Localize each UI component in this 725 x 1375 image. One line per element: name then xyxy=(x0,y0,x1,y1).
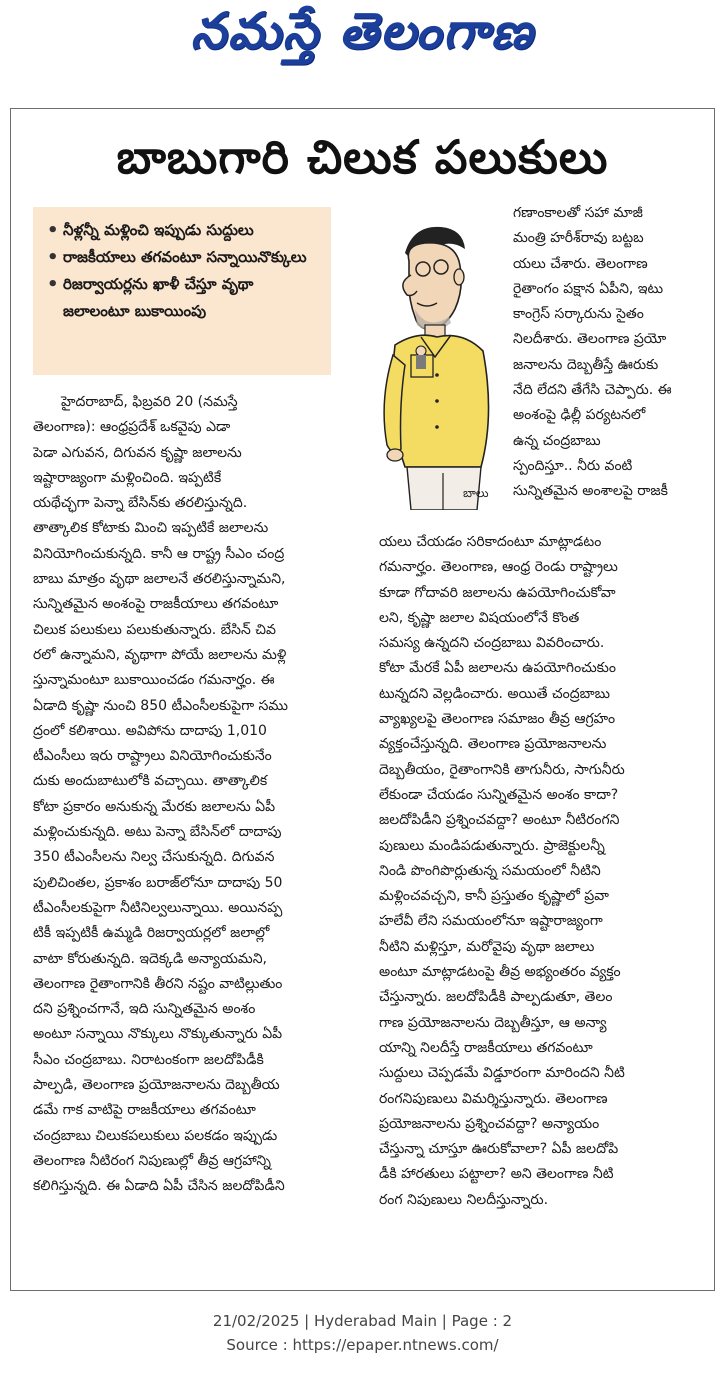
article-line: పుణులు మండిపడుతున్నారు. ప్రాజెక్టులన్నీ xyxy=(379,837,605,854)
article-line: తెలంగాణ నీటిరంగ నిపుణుల్లో తీవ్ర ఆగ్రహాన్ని xyxy=(33,1152,272,1169)
article-line: హైదరాబాద్, ఫిబ్రవరి 20 (నమస్తే xyxy=(61,394,238,410)
article-line: కలిగిస్తున్నది. ఈ ఏడాది ఏపీ చేసిన జలదోపిడీని xyxy=(33,1178,285,1195)
article-line: టికీ ఇప్పటికీ ఉమ్మడి రిజర్వాయర్లలో జలాల్లో xyxy=(33,925,270,942)
article-line: డీకి హారతులు పట్టాలా? అని తెలంగాణ నీటి xyxy=(379,1166,614,1183)
article-line: చిలుక పలుకులు పలుకుతున్నారు. బేసిన్ చివ xyxy=(33,621,276,638)
article-line: ప్రయోజనాలను ప్రశ్నించవద్దా? అన్యాయం xyxy=(379,1115,600,1132)
article-line: గమనార్హం. తెలంగాణ, ఆంధ్ర రెండు రాష్ట్రాలు xyxy=(379,559,618,576)
article-line: యలు చేశారు. తెలంగాణ xyxy=(513,255,648,272)
article-column-right-top xyxy=(513,201,705,505)
masthead-title: నమస్తే తెలంగాణ xyxy=(190,2,535,60)
article-line: మళ్లించుకున్నది. అటు పెన్నా బేసిన్‌లో దాదాపు xyxy=(33,824,282,841)
article-line: నిండి పొంగిపొర్లుతున్న సమయంలో నీటిని xyxy=(379,862,601,879)
article-column-left xyxy=(33,390,363,1200)
article-clipping xyxy=(10,108,715,1291)
article-line: లని, కృష్ణా జలాల విషయంలోనే కొంత xyxy=(379,609,580,626)
article-line: పాల్పడి, తెలంగాణ ప్రయోజనాలను దెబ్బతీయ xyxy=(33,1077,280,1094)
article-line: అంటూ మాట్లాడటంపై తీవ్ర అభ్యంతరం వ్యక్తం xyxy=(379,964,621,981)
article-line: దని ప్రశ్నించగానే, ఇది సున్నితమైన అంశం xyxy=(33,1001,256,1018)
article-line: అంశంపై ఢిల్లీ పర్యటనలో xyxy=(513,407,646,424)
article-line: సుద్దులు చెప్పడమే విడ్డూరంగా మారిందని నీటి xyxy=(379,1065,625,1082)
article-line: ఇష్టారాజ్యంగా మళ్లించింది. ఇప్పటికే xyxy=(33,469,222,486)
footer-date-line: 21/02/2025 | Hyderabad Main | Page : 2 xyxy=(212,1312,513,1330)
article-line: అంటూ సన్నాయి నొక్కులు నొక్కుతున్నారు ఏపీ xyxy=(33,1026,283,1043)
article-line: కూడా గోదావరి జలాలను ఉపయోగించుకోవా xyxy=(379,584,616,601)
article-line: వాటా కోరుతున్నది. ఇదెక్కడి అన్యాయమని, xyxy=(33,950,268,967)
footer-source-line: Source : https://epaper.ntnews.com/ xyxy=(226,1336,499,1354)
article-line: స్తున్నామంటూ బుకాయించడం గమనార్హం. ఈ xyxy=(33,672,275,689)
cartoon-hand xyxy=(387,449,403,461)
highlights-box xyxy=(33,207,331,375)
masthead xyxy=(0,0,725,78)
article-line: తెలంగాణ): ఆంధ్రప్రదేశ్ ఒకవైపు ఎడా xyxy=(33,419,231,436)
highlight-item: • నీళ్లన్నీ మళ్లించి ఇప్పుడు సుద్దులు xyxy=(47,217,321,244)
article-line: గాణ ప్రయోజనాలను దెబ్బతీస్తూ, ఆ అన్యా xyxy=(379,1014,607,1031)
article-line: కోటా ప్రకారం అనుకున్న మేరకు జలాలను ఏపీ xyxy=(33,798,276,815)
article-line: నేది లేదని తేగేసి చెప్పారు. ఈ xyxy=(513,382,672,399)
article-line: ద్రంలో కలిశాయి. అవిపోను దాదాపు 1,010 xyxy=(33,722,267,739)
article-line: చంద్రబాబు చిలుకపలుకులు పలకడం ఇప్పుడు xyxy=(33,1127,278,1144)
cartoon-ear xyxy=(454,269,464,285)
headline: బాబుగారి చిలుక పలుకులు xyxy=(116,130,609,184)
article-line: రంగ నిపుణులు నిలదీస్తున్నారు. xyxy=(379,1191,549,1208)
highlight-item: • రిజర్వాయర్లను ఖాళీ చేస్తూ వృథా జలాలంటూ బుకాయింపు xyxy=(47,271,321,325)
article-line: హలేవీ లేని సమయంలోనూ ఇష్టారాజ్యంగా xyxy=(379,913,603,930)
cartoon-pocket-figure xyxy=(416,346,426,356)
cartoon-shirt xyxy=(393,335,489,467)
article-line: సున్నితమైన అంశాలపై రాజకీ xyxy=(513,483,668,500)
cartoon-signature: బాలు xyxy=(463,486,489,500)
article-line: కాంగ్రెస్ సర్కారును సైతం xyxy=(513,306,644,323)
article-line: 350 టీఎంసీలను నిల్వ చేసుకున్నది. దిగువన xyxy=(33,849,275,866)
article-column-right-bottom xyxy=(379,530,705,1213)
article-line: జలదోపిడీని ప్రశ్నించవద్దా? అంటూ నీటిరంగని xyxy=(379,812,620,829)
article-line: చేస్తున్నారు. జలదోపిడీకి పాల్పడుతూ, తెలం xyxy=(379,989,613,1006)
article-line: మంత్రి హరీశ్‌రావు బట్టబ xyxy=(513,230,644,247)
article-line: పెడా ఎగువన, దిగువన కృష్ణా జలాలను xyxy=(33,444,242,461)
article-line: తాత్కాలిక కోటాకు మించి ఇప్పటికే జలాలను xyxy=(33,520,269,537)
article-line: టీఎంసీలకుపైగా నీటినిల్వలున్నాయి. అయినప్ప xyxy=(33,899,283,916)
highlight-item: • రాజకీయాలు తగవంటూ సన్నాయినొక్కులు xyxy=(47,244,321,271)
article-line: తెలంగాణ రైతాంగానికి తీరని నష్టం వాటిల్లుతుం xyxy=(33,975,283,992)
article-line: కోటా మేరకే ఏపీ జలాలను ఉపయోగించుకుం xyxy=(379,660,616,677)
article-line: గణాంకాలతో సహా మాజీ xyxy=(513,205,643,221)
article-line: వ్యాఖ్యలపై తెలంగాణ సమాజం తీవ్ర ఆగ్రహం xyxy=(379,711,616,728)
article-line: లేకుండా చేయడం సున్నితమైన అంశం కాదా? xyxy=(379,786,619,803)
article-line: దెబ్బతీయం, రైతాంగానికి తాగునీరు, సాగునీరు xyxy=(379,761,625,778)
article-line: యాన్ని నిలదీస్తే రాజకీయాలు తగవంటూ xyxy=(379,1039,593,1056)
article-line: సమస్య ఉన్నదని చంద్రబాబు వివరించారు. xyxy=(379,635,605,652)
article-line: సున్నితమైన అంశంపై రాజకీయాలు తగవంటూ xyxy=(33,596,279,613)
article-line: డమే గాక వాటిపై రాజకీయాలు తగవంటూ xyxy=(33,1102,256,1119)
article-line: ఏడాది కృష్ణా నుంచి 850 టీఎంసీలకుపైగా సము xyxy=(33,697,289,714)
article-line: యలు చేయడం సరికాదంటూ మాట్లాడటం xyxy=(379,534,602,550)
article-line: జనాలను దెబ్బతీస్తే ఊరుకు xyxy=(513,356,659,373)
article-line: పులిచింతల, ప్రకాశం బరాజ్‌లోనూ దాదాపు 50 xyxy=(33,874,283,891)
article-line: రంగనిపుణులు విమర్శిస్తున్నారు. తెలంగాణ xyxy=(379,1090,608,1107)
article-line: టున్నదని వెల్లడించారు. అయితే చంద్రబాబు xyxy=(379,685,610,702)
article-line: నీటిని మళ్లిస్తూ, మరోవైపు వృథా జలాలు xyxy=(379,938,595,955)
article-line: చేస్తున్నా చూస్తూ ఊరుకోవాలా? ఏపీ జలదోపి xyxy=(379,1141,619,1158)
article-line: నిలదీశారు. తెలంగాణ ప్రయో xyxy=(513,331,667,348)
article-line: బాబు మాత్రం వృథా జలాలనే తరలిస్తున్నామని, xyxy=(33,571,286,588)
article-line: రైతాంగం పక్షాన ఏపీని, ఇటు xyxy=(513,280,664,297)
article-line: దుకు అందుబాటులోకి వచ్చాయి. తాత్కాలిక xyxy=(33,773,268,790)
article-line: వ్యక్తంచేస్తున్నది. తెలంగాణ ప్రయోజనాలను xyxy=(379,736,607,753)
article-line: రలో ఉన్నామని, వృథాగా పోయే జలాలను మళ్లి xyxy=(33,646,287,663)
article-line: సీఎం చంద్రబాబు. నిరాటంకంగా జలదోపిడీకి xyxy=(33,1051,264,1068)
article-line: ఉన్న చంద్రబాబు xyxy=(513,432,601,449)
highlights-list xyxy=(47,217,321,325)
article-line: టీఎంసీలు ఇరు రాష్ట్రాలు వినియోగించుకునేం xyxy=(33,748,272,765)
article-line: యథేచ్ఛగా పెన్నా బేసిన్‌కు తరలిస్తున్నది. xyxy=(33,495,248,512)
article-line: స్పందిస్తూ.. నీరు వంటి xyxy=(513,457,633,474)
article-line: మళ్లించవచ్చని, కానీ ప్రస్తుతం కృష్ణాలో ప్రవా xyxy=(379,888,609,905)
article-line: వినియోగించుకున్నది. కానీ ఆ రాష్ట్ర సీఎం చంద్ర xyxy=(33,545,285,562)
